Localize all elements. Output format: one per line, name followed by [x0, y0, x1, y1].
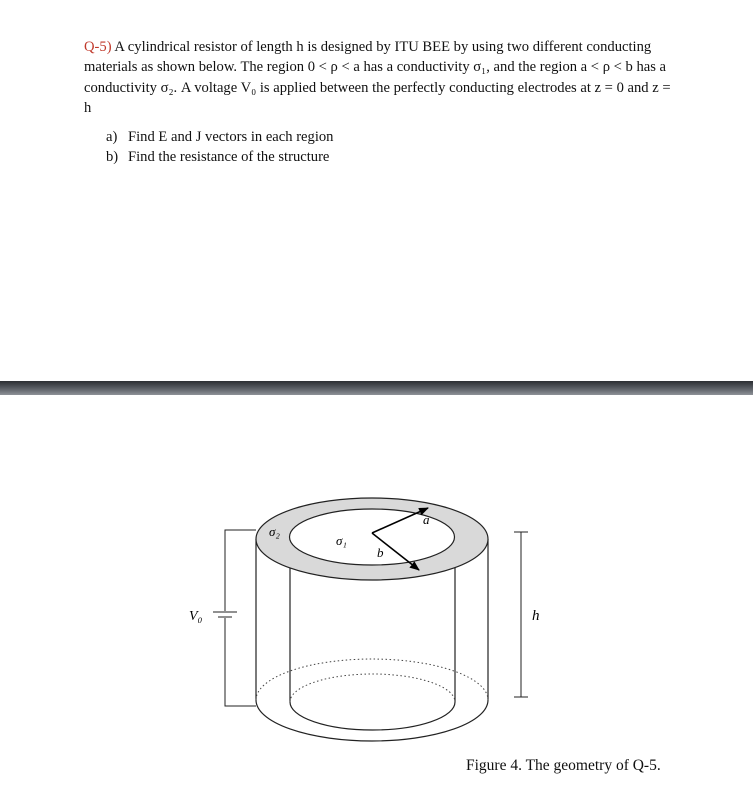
sigma2-label: σ₂	[269, 524, 280, 539]
question-number: Q-5)	[84, 39, 112, 55]
part-b-letter: b)	[106, 149, 119, 166]
inner-top-ellipse	[290, 509, 455, 565]
question-body: A cylindrical resistor of length h is designed by ITU BEE by using two different conducting materials as shown below. The region 0 < ρ < a has a conductivity σ₁, and the region a < ρ < b has a conductivity σ₂. A voltage V₀ is applied between the perfectly conducting electrodes at z = 0 and z = h	[84, 39, 671, 117]
voltage-wire-top	[225, 530, 256, 611]
part-a-letter: a)	[106, 129, 118, 145]
sigma1-label: σ₁	[336, 533, 347, 548]
part-b-text: Find the resistance of the structure	[128, 149, 330, 166]
figure-caption: Figure 4. The geometry of Q-5.	[466, 757, 661, 774]
inner-bottom-back	[290, 674, 455, 702]
height-label: h	[532, 608, 540, 624]
part-a-text: Find E and J vectors in each region	[128, 129, 334, 145]
radius-b-label: b	[377, 545, 384, 560]
outer-bottom-back	[256, 659, 488, 700]
inner-bottom-front	[290, 702, 455, 730]
voltage-label: V₀	[189, 609, 203, 624]
radius-a-label: a	[423, 512, 430, 527]
voltage-wire-bottom	[225, 618, 256, 706]
